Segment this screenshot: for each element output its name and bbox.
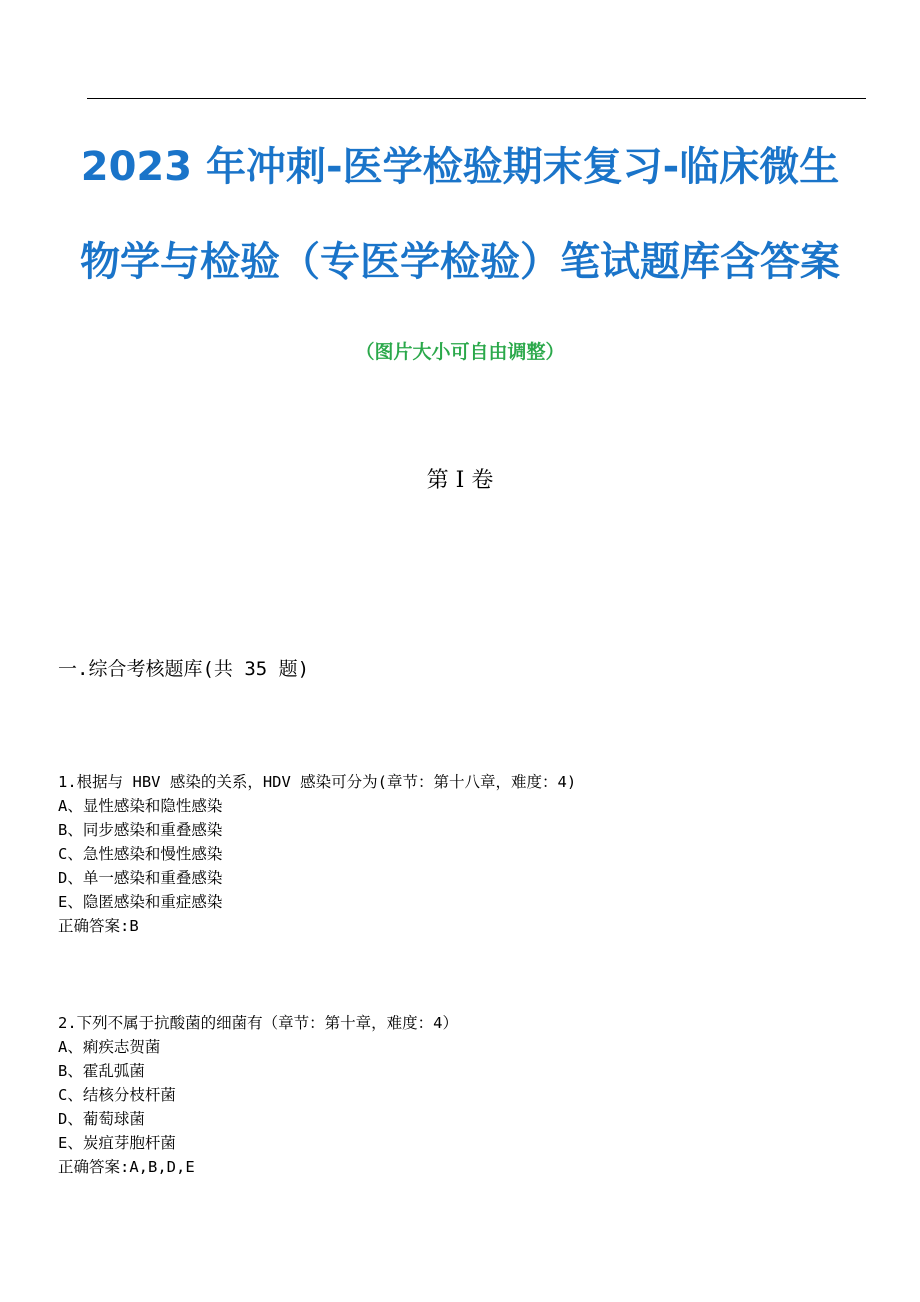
- answer: 正确答案:B: [58, 917, 139, 935]
- document-subtitle: （图片大小可自由调整）: [355, 341, 565, 363]
- option-c: C、结核分枝杆菌: [58, 1086, 176, 1104]
- option-a: A、痢疾志贺菌: [58, 1038, 161, 1056]
- section-heading: 一.综合考核题库(共 35 题): [58, 658, 310, 680]
- answer: 正确答案:A,B,D,E: [58, 1158, 195, 1176]
- header-rule: [87, 98, 866, 99]
- question-1: [58, 770, 576, 938]
- option-b: B、同步感染和重叠感染: [58, 821, 223, 839]
- option-d: D、单一感染和重叠感染: [58, 869, 223, 887]
- option-c: C、急性感染和慢性感染: [58, 845, 223, 863]
- question-stem: 2.下列不属于抗酸菌的细菌有（章节：第十章，难度：4）: [58, 1014, 458, 1032]
- option-a: A、显性感染和隐性感染: [58, 797, 223, 815]
- question-2: [58, 1011, 458, 1179]
- volume-heading: 第 I 卷: [426, 468, 494, 493]
- document-title-line-2: 物学与检验（专医学检验）笔试题库含答案: [80, 239, 840, 285]
- option-e: E、隐匿感染和重症感染: [58, 893, 223, 911]
- option-d: D、葡萄球菌: [58, 1110, 145, 1128]
- document-title-line-1: 2023 年冲刺-医学检验期末复习-临床微生: [80, 144, 840, 190]
- question-stem: 1.根据与 HBV 感染的关系，HDV 感染可分为(章节：第十八章，难度：4): [58, 773, 577, 791]
- option-b: B、霍乱弧菌: [58, 1062, 145, 1080]
- option-e: E、炭疽芽胞杆菌: [58, 1134, 176, 1152]
